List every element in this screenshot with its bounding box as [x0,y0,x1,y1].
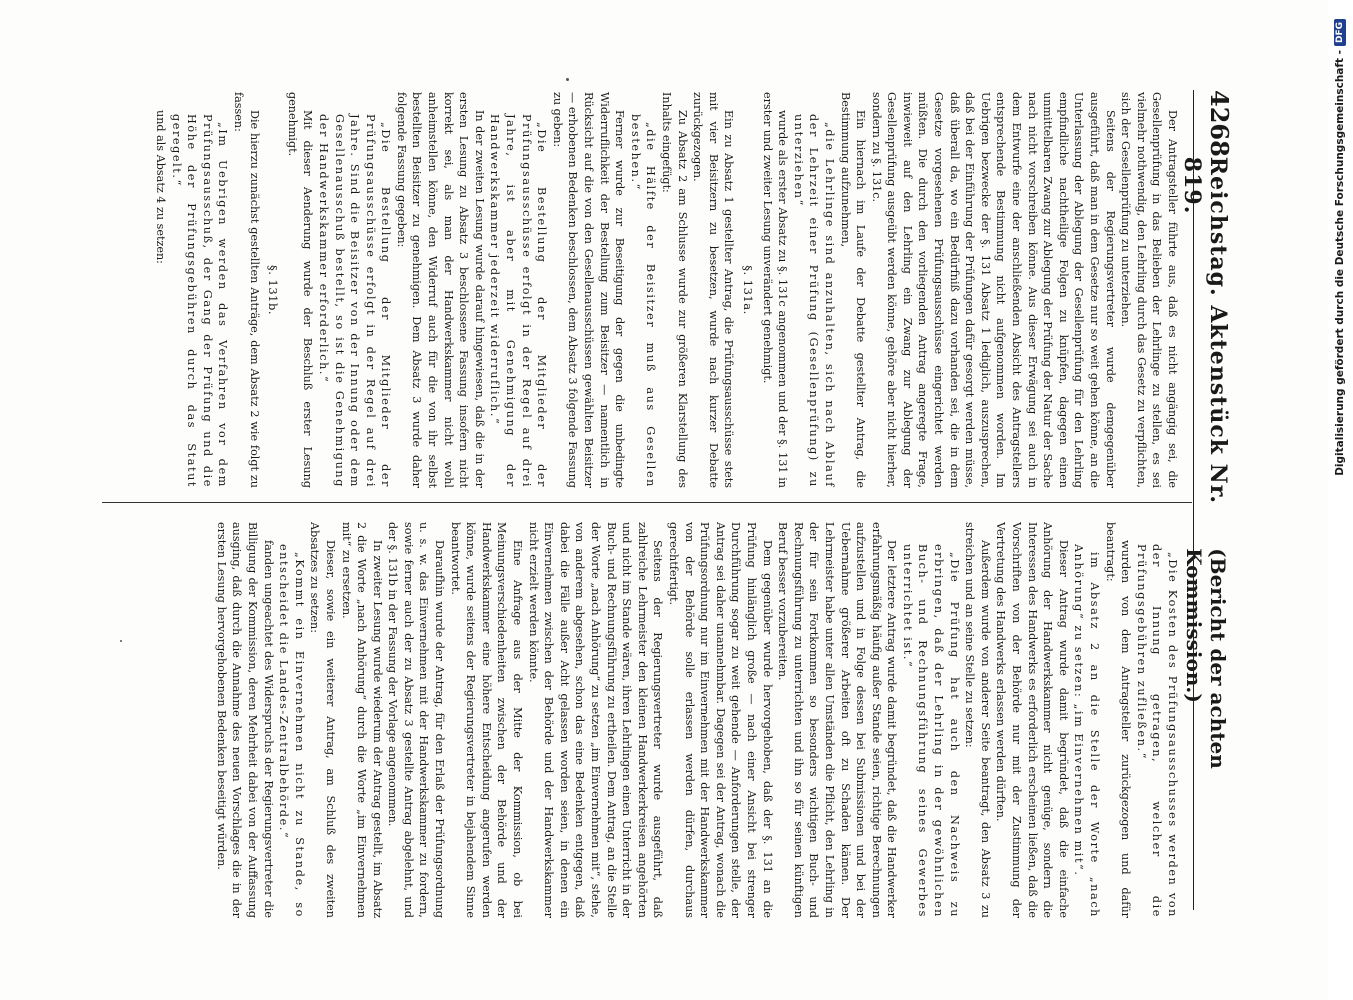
paragraph: Ein zu Absatz 1 gestellter Antrag, die Prüfungsausschüsse stets mit vier Beisitzern zu besetzen, wurde nach kurzer Debatte zurückgezogen. [691,92,736,488]
quoted-provision: „Kommt ein Einvernehmen nicht zu Stande, so entscheidet die Landes-Zentralbehörde.“ [277,544,306,918]
page-number: 4268 [1205,90,1234,157]
quoted-provision: „die Lehrlinge sind anzuhalten, sich nach Ablauf der Lehrzeit einer Prüfung (Gesellenprüfung) zu unterziehen“ [791,114,836,488]
quoted-provision: „Die Kosten des Prüfungsausschusses werden von der Innung getragen, welcher die Prüfungsgebühren zufließen.“ [1134,544,1179,918]
left-column [104,92,1180,488]
paragraph: Dieser, sowie ein weiterer Antrag, am Schluß des zweiten Absatzes zu setzen: [308,522,337,918]
running-title: Reichstag. Aktenstück Nr. 819. [1179,156,1231,504]
paragraph: fanden ungeachtet des Widerspruchs der Regierungsvertreter die Billigung der Kommission, deren Mehrheit dabei von der Auffassung ausging, daß durch die Annahme des neuen Vorschlages die in der ersten Lesung hervorgehobenen Bedenken beseitigt würden. [214,522,275,918]
section-heading: §. 131a. [740,265,755,315]
quoted-provision: „Im Uebrigen werden das Verfahren vor dem Prüfungsausschuß, der Gang der Prüfung und die Höhe der Prüfungsgebühren durch das Statut geregelt.“ [169,114,230,488]
quoted-provision: „Die Bestellung der Mitglieder der Prüfungsausschüsse erfolgt in der Regel auf drei Jahre. Sind die Beisitzer von der Innung oder dem Gesellenausschuß bestellt, so ist die Genehmigung der Handwerkskammer erforderlich.“ [316,114,393,488]
quoted-provision: „Die Prüfung hat auch den Nachweis zu erbringen, daß der Lehrling in der gewöhnlichen Buch- und Rechnungsführung seines Gewerbes unterrichtet ist.“ [900,544,961,918]
paragraph: Dem gegenüber wurde hervorgehoben, daß der §. 131 an die Prüfung hinlänglich große — nach einer Ansicht bei strenger Durchführung sogar zu weit gehende — Anforderungen stelle, der Antrag sei daher unannehmbar. Dagegen sei der Antrag, wonach die Prüfungsordnung nur im Einvernehmen mit der Handwerkskammer von der Behörde solle erlassen werden dürfen, durchaus gerechtfertigt. [667,522,774,918]
paragraph: Ferner wurde zur Beseitigung der gegen die unbedingte Widerruflichkeit der Bestellung zum Beisitzer — namentlich in Rücksicht auf die von den Gesellenausschüssen gewählten Beisitzer — erhobenen Bedenken beschlossen, dem Absatz 3 folgende Fassung zu geben: [550,92,627,488]
quoted-provision: „Die Bestellung der Mitglieder der Prüfungsausschüsse erfolgt in der Regel auf drei Jahre, ist aber mit Genehmigung der Handwerkskammer jederzeit widerruflich.“ [488,114,549,488]
column-separator [102,502,1192,503]
paragraph: Zu Absatz 2 am Schlusse wurde zur größeren Klarstellung des Inhalts eingefügt: [660,92,689,488]
paragraph: In der zweiten Lesung wurde darauf hingewiesen, daß die in der ersten Lesung zu Absatz 3 beschlossene Fassung insofern nicht korrekt sei, als man der Handwerkskammer nicht wohl anheimstellen könne, den Widerruf auch für die von ihr selbst bestellten Beisitzer zu genehmigen. Dem Absatz 3 wurde daher folgende Fassung gegeben: [394,92,486,488]
quoted-provision: „die Hälfte der Beisitzer muß aus Gesellen bestehen.“ [628,114,658,488]
paragraph: Die hierzu zunächst gestellten Anträge, dem Absatz 2 wie folgt zu fassen: [231,92,261,488]
credit-text: Digitalisierung gefördert durch die Deutsche Forschungsgemeinschaft - [1334,50,1346,476]
paragraph: wurde als erster Absatz zu §. 131c angenommen und der §. 131 in erster und zweiter Lesung unverändert genehmigt. [760,92,790,488]
paragraph: Seitens der Regierungsvertreter wurde ausgeführt, daß zahlreiche Lehrmeister den kleinen Handwerkerkreisen angehörten und nicht im Stande wären, ihren Lehrlingen einen Unterricht in der Buch- und Rechnungsführung zu ertheilen. Dem Antrag, an die Stelle der Worte „nach Anhörung“ zu setzen „im Einvernehmen mit“, stehe, von anderem abgesehen, schon das eine Bedenken entgegen, daß dabei die Fälle außer Acht gelassen worden seien, in denen ein Einvernehmen zwischen der Behörde und der Handwerkskammer nicht erzielt werden könnte. [526,522,665,918]
paragraph: Dieser Antrag wurde damit begründet, daß die einfache Anhörung der Handwerkskammer nicht genüge, sondern die Interessen des Handwerks es erforderlich erscheinen ließen, daß die Vorschriften von der Behörde nur mit der Zustimmung der Vertretung des Handwerks erlassen werden dürften. [994,522,1070,918]
scan-speck [120,640,122,642]
paragraph: Eine Anfrage aus der Mitte der Kommission, ob bei Meinungsverschiedenheiten zwischen der Behörde und der Handwerkskammer eine höhere Entscheidung angerufen werden könne, wurde seitens der Regierungsvertreter in bejahendem Sinne beantwortet. [448,522,525,918]
header-rule [1193,90,1194,910]
paragraph: In zweiter Lesung wurde wiederum der Antrag gestellt, im Absatz 2 die Worte „nach Anhörung“ durch die Worte „im Einvernehmen mit“ zu ersetzen. [339,522,384,918]
paragraph: Der Antragsteller führte aus, daß es nicht angängig sei, die Gesellenprüfung in das Belieben der Lehrlinge zu stellen, es sei vielmehr nothwendig, den Lehrling durch das Gesetz zu verpflichten, sich der Gesellenprüfung zu unterziehen. [1119,92,1179,488]
paragraph: Mit dieser Aenderung wurde der Beschluß erster Lesung genehmigt. [285,92,315,488]
digitization-credit [1334,19,1346,979]
page-header [1179,90,1234,910]
paragraph: Außerdem wurde von anderer Seite beantragt, den Absatz 3 zu streichen und an seine Stelle zu setzen: [963,522,992,918]
section-heading: §. 131b. [266,264,281,316]
digitization-credit-strip [1328,0,1353,1000]
section-title: (Bericht der achten Kommission.) [1182,548,1230,769]
paragraph: wurden von dem Antragsteller zurückgezogen und dafür beantragt: [1103,522,1133,918]
paragraph: und als Absatz 4 zu setzen: [154,110,167,264]
quoted-provision: im Absatz 2 an die Stelle der Worte „nach Anhörung“ zu setzen: „im Einvernehmen mit“. [1072,544,1102,918]
right-column [104,522,1180,918]
dfg-logo: DFG [1334,19,1346,46]
paragraph: Daraufhin wurde der Antrag, für den Erlaß der Prüfungsordnung u. s. w. das Einvernehmen mit der Handwerkskammer zu fordern, sowie ferner auch der zu Absatz 3 gestellte Antrag abgelehnt, und der §. 131b in der Fassung der Vorlage angenommen. [386,522,447,918]
scan-speck [566,78,569,81]
newspaper-page [74,50,1254,950]
paragraph: Seitens der Regierungsvertreter wurde demgegenüber ausgeführt, daß man in dem Gesetze nur so weit gehen könne, an die Unterlassung der Ablegung der Gesellenprüfung für den Lehrling empfindliche nachtheilige Folgen zu knüpfen, dagegen einen unmittelbaren Zwang zur Ablegung der Prüfung der Natur der Sache nach nicht vorschreiben könne. Aus dieser Erwägung sei auch in dem Entwurfe eine der anschließenden Absicht des Antragstellers entsprechende Bestimmung nicht aufgenommen worden. Im Uebrigen bezwecke der §. 131 Absatz 1 lediglich, auszusprechen, daß bei der Einführung der Prüfungen dafür gesorgt werden müsse, daß überall da, wo ein Bedürfniß dazu vorhanden sei, die in dem Gesetze vorgesehenen Prüfungsausschüsse eingerichtet werden müßten. Die durch den vorliegenden Antrag angeregte Frage, inwieweit auf den Lehrling ein Zwang zur Ablegung der Gesellenprüfung ausgeübt werden könne, gehöre aber nicht hierher, sondern zu §. 131c. [869,92,1117,488]
paragraph: Der letztere Antrag wurde damit begründet, daß die Handwerker erfahrungsmäßig häufig außer Stande seien, richtige Berechnungen aufzustellen und in Folge dessen bei Submissionen und bei der Uebernahme größerer Arbeiten oft zu Schaden kämen. Der Lehrmeister habe unter allen Umständen die Pflicht, den Lehrling in der für sein Fortkommen so besonders wichtigen Buch- und Rechnungsführung zu unterrichten und ihn so für seinen künftigen Beruf besser vorzubereiten. [776,522,899,918]
paragraph: Ein hiernach im Laufe der Debatte gestellter Antrag, die Bestimmung aufzunehmen, [838,92,868,488]
